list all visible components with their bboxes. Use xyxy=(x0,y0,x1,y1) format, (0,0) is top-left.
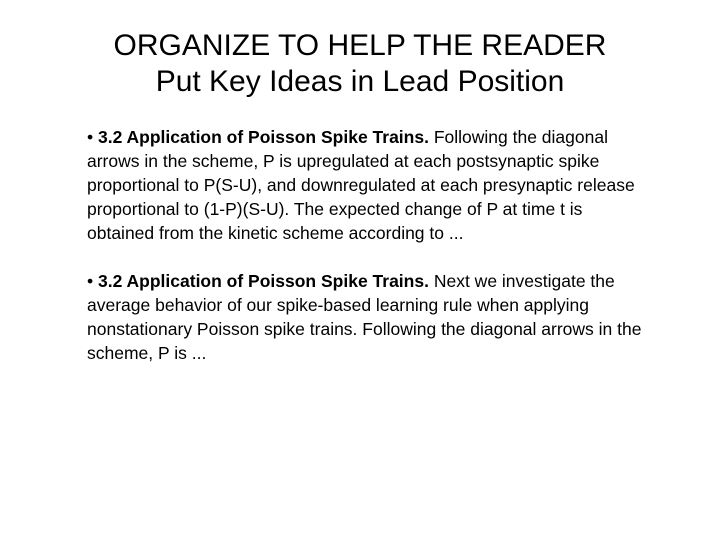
bullet-paragraph-2 xyxy=(87,269,647,365)
paragraph-text: Next we investigate the average behavior of our spike-based learning rule when applying nonstationary Poisson spike trains. Following the diagonal arrows in the scheme, P is ... xyxy=(87,271,642,363)
bullet-marker: • xyxy=(87,271,98,291)
title-line-1: ORGANIZE TO HELP THE READER xyxy=(113,29,607,62)
slide-body xyxy=(87,125,647,365)
bullet-paragraph-1 xyxy=(87,125,647,245)
slide-title xyxy=(0,28,720,100)
paragraph-text: Following the diagonal arrows in the scheme, P is upregulated at each postsynaptic spike proportional to P(S-U), and downregulated at each presynaptic release proportional to (1-P)(S-U). The expected change of P at time t is obtained from the kinetic scheme according to ... xyxy=(87,127,635,243)
title-line-2: Put Key Ideas in Lead Position xyxy=(155,65,565,98)
paragraph-lead: 3.2 Application of Poisson Spike Trains. xyxy=(98,127,429,147)
bullet-marker: • xyxy=(87,127,98,147)
paragraph-lead: 3.2 Application of Poisson Spike Trains. xyxy=(98,271,429,291)
